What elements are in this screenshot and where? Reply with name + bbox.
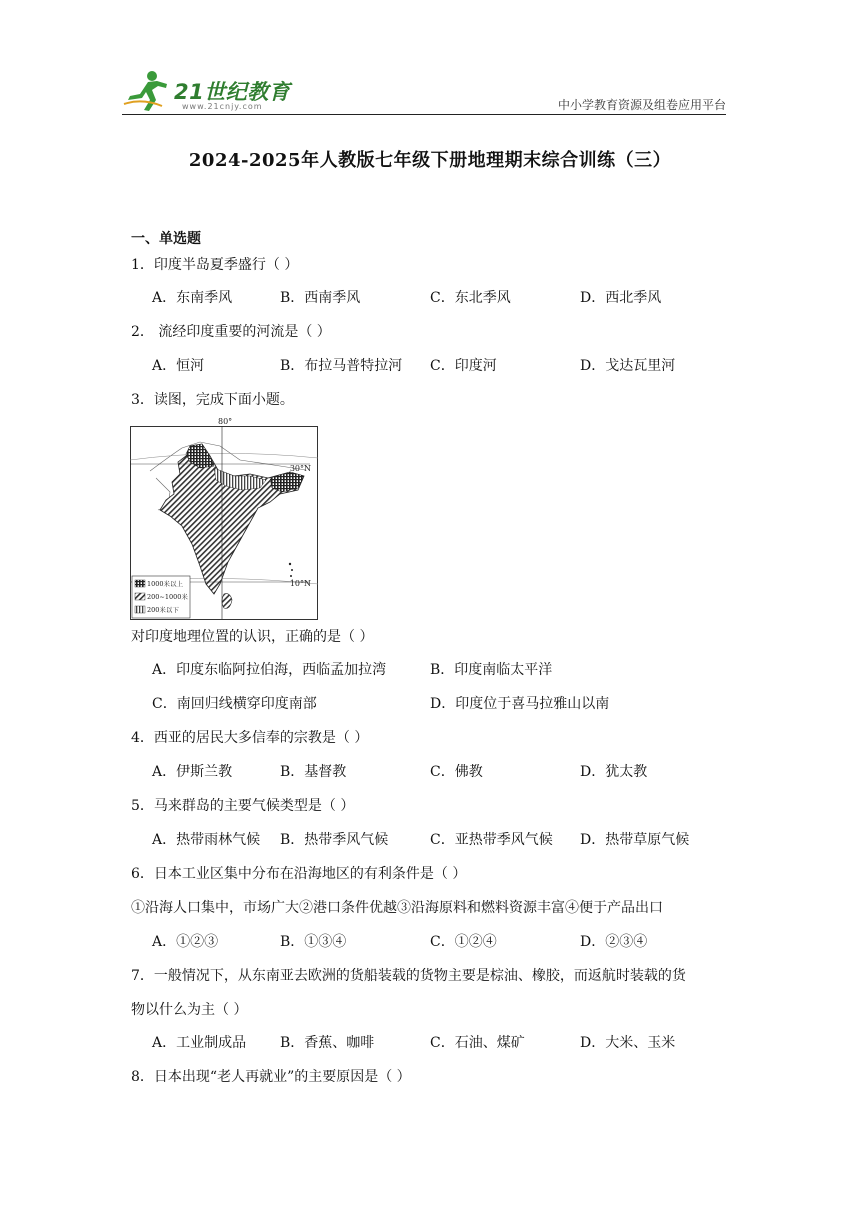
question-7-stem-continued: 物以什么为主（ ） bbox=[131, 1002, 248, 1018]
question-7-option-d[interactable]: D．大米、玉米 bbox=[580, 1035, 676, 1051]
question-2-option-b[interactable]: B．布拉马普特拉河 bbox=[280, 358, 403, 374]
question-4-option-b[interactable]: B．基督教 bbox=[280, 764, 347, 780]
question-2-option-d[interactable]: D．戈达瓦里河 bbox=[580, 358, 676, 374]
question-7-stem: 7．一般情况下，从东南亚去欧洲的货船装载的货物主要是棕油、橡胶，而返航时装载的货 bbox=[131, 968, 686, 984]
question-5-stem: 5．马来群岛的主要气候类型是（ ） bbox=[131, 798, 355, 814]
question-2-stem: 2． 流经印度重要的河流是（ ） bbox=[131, 324, 331, 340]
runner-logo-icon bbox=[122, 70, 172, 112]
platform-name: 中小学教育资源及组卷应用平台 bbox=[557, 98, 726, 112]
question-2-option-c[interactable]: C．印度河 bbox=[430, 358, 497, 374]
logo bbox=[122, 70, 297, 112]
question-5-option-c[interactable]: C．亚热带季风气候 bbox=[430, 832, 553, 848]
question-7-option-c[interactable]: C．石油、煤矿 bbox=[430, 1035, 525, 1051]
question-4-option-d[interactable]: D．犹太教 bbox=[580, 764, 648, 780]
question-3-option-d[interactable]: D．印度位于喜马拉雅山以南 bbox=[430, 696, 610, 712]
question-3-option-c[interactable]: C．南回归线横穿印度南部 bbox=[152, 696, 317, 712]
legend-low-label: 200米以下 bbox=[147, 606, 179, 614]
question-6-option-b[interactable]: B．①③④ bbox=[280, 934, 347, 950]
question-3-option-a[interactable]: A．印度东临阿拉伯海，西临孟加拉湾 bbox=[152, 662, 387, 678]
page-title: 2024-2025年人教版七年级下册地理期末综合训练（三） bbox=[188, 150, 672, 171]
header-divider bbox=[122, 114, 726, 115]
question-1-option-b[interactable]: B．西南季风 bbox=[280, 290, 361, 306]
question-4-option-a[interactable]: A．伊斯兰教 bbox=[152, 764, 233, 780]
question-6-option-a[interactable]: A．①②③ bbox=[152, 934, 219, 950]
question-6-option-c[interactable]: C．①②④ bbox=[430, 934, 497, 950]
map-latitude-30n-label: 30°N bbox=[289, 464, 311, 473]
question-7-option-b[interactable]: B．香蕉、咖啡 bbox=[280, 1035, 375, 1051]
question-4-stem: 4．西亚的居民大多信奉的宗教是（ ） bbox=[131, 730, 369, 746]
question-5-option-d[interactable]: D．热带草原气候 bbox=[580, 832, 690, 848]
logo-url: www.21cnjy.com bbox=[182, 102, 263, 111]
india-map bbox=[130, 416, 318, 620]
map-latitude-10n-label: 10°N bbox=[289, 579, 311, 588]
question-4-option-c[interactable]: C．佛教 bbox=[430, 764, 483, 780]
map-longitude-label: 80° bbox=[218, 417, 233, 426]
page-header bbox=[122, 66, 726, 116]
question-3-sub-stem: 对印度地理位置的认识，正确的是（ ） bbox=[131, 629, 374, 645]
question-7-option-a[interactable]: A．工业制成品 bbox=[152, 1035, 247, 1051]
legend-mid-label: 200~1000米 bbox=[147, 593, 188, 601]
question-5-option-b[interactable]: B．热带季风气候 bbox=[280, 832, 389, 848]
legend-high-label: 1000米以上 bbox=[147, 580, 184, 588]
question-1-stem: 1．印度半岛夏季盛行（ ） bbox=[131, 257, 299, 273]
question-8-stem: 8．日本出现“老人再就业”的主要原因是（ ） bbox=[131, 1069, 411, 1085]
question-1-option-c[interactable]: C．东北季风 bbox=[430, 290, 511, 306]
question-6-stem: 6．日本工业区集中分布在沿海地区的有利条件是（ ） bbox=[131, 866, 467, 882]
question-3-stem: 3．读图，完成下面小题。 bbox=[131, 392, 294, 408]
question-6-option-d[interactable]: D．②③④ bbox=[580, 934, 648, 950]
question-1-option-a[interactable]: A．东南季风 bbox=[152, 290, 233, 306]
question-5-option-a[interactable]: A．热带雨林气候 bbox=[152, 832, 261, 848]
question-3-option-b[interactable]: B．印度南临太平洋 bbox=[430, 662, 553, 678]
india-map-figure bbox=[130, 416, 318, 620]
section-heading: 一、单选题 bbox=[131, 231, 201, 247]
logo-text: 21世纪教育 bbox=[174, 80, 291, 104]
question-2-option-a[interactable]: A．恒河 bbox=[152, 358, 205, 374]
question-1-option-d[interactable]: D．西北季风 bbox=[580, 290, 662, 306]
question-6-statements: ①沿海人口集中，市场广大②港口条件优越③沿海原料和燃料资源丰富④便于产品出口 bbox=[131, 900, 663, 916]
